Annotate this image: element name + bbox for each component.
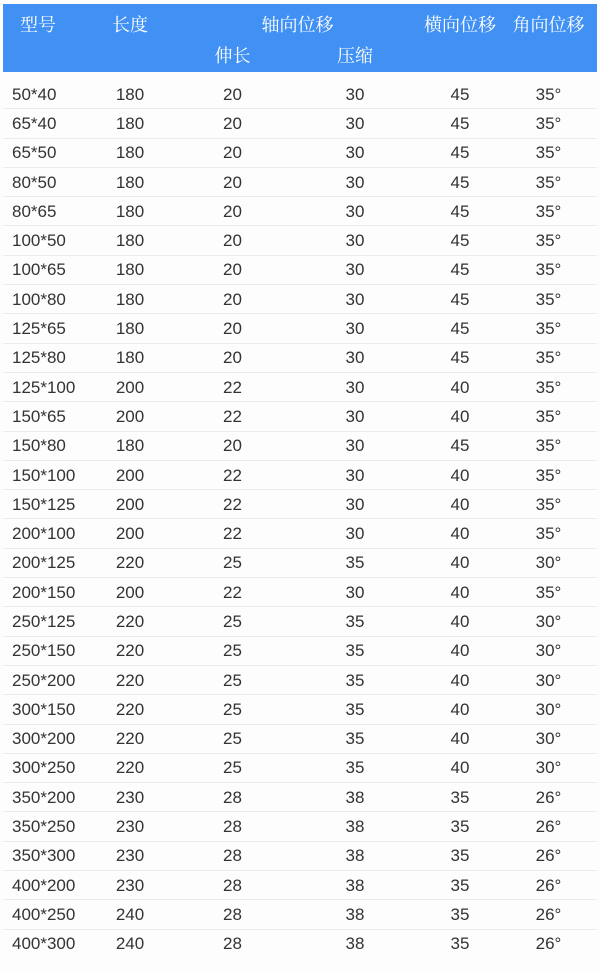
cell-compression: 30 <box>290 460 420 489</box>
cell-model: 80*50 <box>3 167 85 196</box>
cell-angular: 35° <box>500 138 597 167</box>
cell-elongation: 25 <box>175 724 290 753</box>
cell-length: 240 <box>85 929 175 958</box>
cell-length: 240 <box>85 900 175 929</box>
cell-lateral: 40 <box>420 548 500 577</box>
cell-lateral: 45 <box>420 138 500 167</box>
cell-lateral: 40 <box>420 665 500 694</box>
table-header <box>3 4 597 72</box>
cell-model: 100*50 <box>3 226 85 255</box>
cell-compression: 35 <box>290 695 420 724</box>
cell-lateral: 35 <box>420 841 500 870</box>
table-row <box>3 343 597 372</box>
table-row <box>3 109 597 138</box>
cell-compression: 30 <box>290 167 420 196</box>
cell-compression: 30 <box>290 578 420 607</box>
cell-compression: 38 <box>290 841 420 870</box>
cell-lateral: 35 <box>420 783 500 812</box>
cell-model: 250*150 <box>3 636 85 665</box>
cell-lateral: 40 <box>420 607 500 636</box>
table-row <box>3 900 597 929</box>
table-row <box>3 812 597 841</box>
cell-angular: 30° <box>500 548 597 577</box>
cell-lateral: 35 <box>420 871 500 900</box>
cell-angular: 35° <box>500 109 597 138</box>
cell-angular: 35° <box>500 226 597 255</box>
cell-elongation: 20 <box>175 255 290 284</box>
cell-compression: 30 <box>290 109 420 138</box>
cell-length: 220 <box>85 753 175 782</box>
cell-length: 200 <box>85 460 175 489</box>
cell-compression: 30 <box>290 226 420 255</box>
table-row <box>3 548 597 577</box>
cell-elongation: 20 <box>175 167 290 196</box>
cell-elongation: 25 <box>175 695 290 724</box>
cell-lateral: 45 <box>420 255 500 284</box>
cell-model: 125*65 <box>3 314 85 343</box>
cell-angular: 35° <box>500 460 597 489</box>
cell-lateral: 45 <box>420 314 500 343</box>
cell-angular: 35° <box>500 402 597 431</box>
cell-lateral: 45 <box>420 431 500 460</box>
cell-model: 250*125 <box>3 607 85 636</box>
cell-elongation: 25 <box>175 753 290 782</box>
cell-model: 150*80 <box>3 431 85 460</box>
cell-compression: 35 <box>290 665 420 694</box>
cell-length: 230 <box>85 841 175 870</box>
table-body <box>3 72 597 958</box>
cell-elongation: 22 <box>175 402 290 431</box>
table-row <box>3 255 597 284</box>
cell-length: 180 <box>85 431 175 460</box>
cell-length: 180 <box>85 343 175 372</box>
table-row <box>3 665 597 694</box>
header-cell-angular-displacement: 角向位移 <box>500 4 597 72</box>
cell-elongation: 20 <box>175 431 290 460</box>
cell-angular: 35° <box>500 490 597 519</box>
cell-compression: 35 <box>290 548 420 577</box>
cell-lateral: 40 <box>420 372 500 401</box>
cell-compression: 30 <box>290 519 420 548</box>
cell-length: 230 <box>85 783 175 812</box>
cell-model: 65*40 <box>3 109 85 138</box>
cell-model: 150*100 <box>3 460 85 489</box>
table-row <box>3 80 597 109</box>
cell-length: 230 <box>85 812 175 841</box>
cell-elongation: 20 <box>175 314 290 343</box>
cell-elongation: 28 <box>175 783 290 812</box>
cell-angular: 30° <box>500 753 597 782</box>
cell-model: 65*50 <box>3 138 85 167</box>
header-cell-elongation: 伸长 <box>175 42 290 72</box>
table-row <box>3 929 597 958</box>
header-cell-axial-displacement: 轴向位移 <box>175 4 420 42</box>
cell-compression: 35 <box>290 607 420 636</box>
cell-angular: 35° <box>500 343 597 372</box>
cell-length: 220 <box>85 665 175 694</box>
cell-model: 200*125 <box>3 548 85 577</box>
cell-compression: 30 <box>290 314 420 343</box>
cell-lateral: 40 <box>420 460 500 489</box>
cell-compression: 30 <box>290 402 420 431</box>
cell-elongation: 20 <box>175 285 290 314</box>
cell-angular: 35° <box>500 167 597 196</box>
cell-length: 220 <box>85 724 175 753</box>
table-row <box>3 871 597 900</box>
table-row <box>3 607 597 636</box>
cell-length: 180 <box>85 314 175 343</box>
cell-elongation: 28 <box>175 929 290 958</box>
cell-lateral: 40 <box>420 578 500 607</box>
cell-angular: 26° <box>500 871 597 900</box>
cell-length: 180 <box>85 109 175 138</box>
cell-elongation: 20 <box>175 109 290 138</box>
table-row <box>3 724 597 753</box>
cell-model: 125*80 <box>3 343 85 372</box>
cell-model: 400*300 <box>3 929 85 958</box>
cell-compression: 38 <box>290 812 420 841</box>
cell-model: 125*100 <box>3 372 85 401</box>
cell-lateral: 40 <box>420 490 500 519</box>
cell-length: 230 <box>85 871 175 900</box>
table-row <box>3 783 597 812</box>
displacement-spec-table <box>3 4 597 958</box>
cell-compression: 38 <box>290 871 420 900</box>
cell-model: 400*200 <box>3 871 85 900</box>
cell-angular: 35° <box>500 197 597 226</box>
cell-lateral: 45 <box>420 109 500 138</box>
cell-length: 220 <box>85 636 175 665</box>
cell-lateral: 35 <box>420 812 500 841</box>
cell-length: 180 <box>85 285 175 314</box>
cell-model: 50*40 <box>12 84 57 104</box>
cell-compression: 30 <box>290 285 420 314</box>
cell-model: 200*150 <box>3 578 85 607</box>
table-row <box>3 490 597 519</box>
cell-lateral: 40 <box>420 753 500 782</box>
cell-length: 180 <box>85 255 175 284</box>
cell-elongation: 25 <box>175 636 290 665</box>
cell-model: 400*250 <box>3 900 85 929</box>
cell-angular: 26° <box>500 783 597 812</box>
cell-elongation: 28 <box>175 900 290 929</box>
cell-elongation: 25 <box>175 607 290 636</box>
cell-length: 200 <box>85 578 175 607</box>
header-cell-lateral-displacement: 横向位移 <box>420 4 500 72</box>
cell-model: 100*65 <box>3 255 85 284</box>
cell-length: 220 <box>85 695 175 724</box>
cell-lateral: 35 <box>420 929 500 958</box>
table-row <box>3 841 597 870</box>
cell-compression: 30 <box>290 372 420 401</box>
header-row-primary <box>3 4 597 42</box>
cell-lateral: 40 <box>420 402 500 431</box>
cell-elongation: 20 <box>223 84 242 104</box>
cell-angular: 35° <box>500 519 597 548</box>
cell-compression: 35 <box>290 724 420 753</box>
cell-lateral: 45 <box>420 197 500 226</box>
cell-compression: 30 <box>290 255 420 284</box>
cell-compression: 30 <box>290 343 420 372</box>
cell-angular: 35° <box>500 431 597 460</box>
cell-compression: 38 <box>290 929 420 958</box>
cell-angular: 35° <box>500 255 597 284</box>
cell-angular: 26° <box>500 929 597 958</box>
cell-elongation: 20 <box>175 197 290 226</box>
cell-compression: 30 <box>345 84 365 104</box>
cell-compression: 30 <box>290 197 420 226</box>
cell-compression: 30 <box>290 490 420 519</box>
cell-angular: 30° <box>500 665 597 694</box>
header-cell-compression: 压缩 <box>290 42 420 72</box>
cell-angular: 30° <box>500 607 597 636</box>
cell-angular: 35° <box>500 578 597 607</box>
cell-length: 200 <box>85 372 175 401</box>
cell-length: 180 <box>85 197 175 226</box>
cell-lateral: 45 <box>420 167 500 196</box>
cell-compression: 30 <box>290 138 420 167</box>
cell-length: 200 <box>85 490 175 519</box>
cell-angular: 35° <box>500 314 597 343</box>
cell-model: 100*80 <box>3 285 85 314</box>
header-cell-model: 型号 <box>3 4 85 72</box>
table-row <box>3 402 597 431</box>
cell-elongation: 28 <box>175 871 290 900</box>
cell-elongation: 22 <box>175 460 290 489</box>
cell-angular: 26° <box>500 900 597 929</box>
cell-angular: 30° <box>500 695 597 724</box>
table-row <box>3 226 597 255</box>
cell-lateral: 45 <box>420 343 500 372</box>
table-row <box>3 636 597 665</box>
cell-model: 250*200 <box>3 665 85 694</box>
cell-elongation: 25 <box>175 548 290 577</box>
table-row <box>3 167 597 196</box>
cell-length: 180 <box>85 167 175 196</box>
cell-model: 150*65 <box>3 402 85 431</box>
table-row <box>3 285 597 314</box>
table-row <box>3 578 597 607</box>
cell-length: 180 <box>115 84 145 104</box>
cell-length: 220 <box>85 548 175 577</box>
cell-lateral: 35 <box>420 900 500 929</box>
table-row <box>3 314 597 343</box>
cell-compression: 38 <box>290 900 420 929</box>
cell-elongation: 28 <box>175 841 290 870</box>
cell-lateral: 40 <box>420 724 500 753</box>
cell-length: 180 <box>85 226 175 255</box>
cell-compression: 30 <box>290 431 420 460</box>
table-row <box>3 197 597 226</box>
cell-elongation: 20 <box>175 226 290 255</box>
cell-length: 200 <box>85 519 175 548</box>
table-row <box>3 753 597 782</box>
cell-compression: 35 <box>290 636 420 665</box>
header-cell-length: 长度 <box>85 4 175 72</box>
cell-model: 300*250 <box>3 753 85 782</box>
cell-elongation: 22 <box>175 490 290 519</box>
cell-lateral: 40 <box>420 519 500 548</box>
cell-angular: 26° <box>500 812 597 841</box>
cell-model: 300*150 <box>3 695 85 724</box>
table-row <box>3 138 597 167</box>
cell-lateral: 40 <box>420 695 500 724</box>
cell-model: 350*200 <box>3 783 85 812</box>
cell-model: 350*250 <box>3 812 85 841</box>
cell-lateral: 45 <box>420 226 500 255</box>
table-row <box>3 431 597 460</box>
cell-angular: 35° <box>500 372 597 401</box>
table-row <box>3 519 597 548</box>
cell-length: 220 <box>85 607 175 636</box>
cell-angular: 30° <box>500 636 597 665</box>
cell-lateral: 40 <box>420 636 500 665</box>
cell-elongation: 22 <box>175 372 290 401</box>
cell-angular: 30° <box>500 724 597 753</box>
cell-length: 200 <box>85 402 175 431</box>
cell-model: 300*200 <box>3 724 85 753</box>
cell-compression: 35 <box>290 753 420 782</box>
cell-angular: 35° <box>500 285 597 314</box>
cell-compression: 38 <box>290 783 420 812</box>
cell-model: 150*125 <box>3 490 85 519</box>
cell-angular: 35° <box>535 84 562 104</box>
cell-elongation: 25 <box>175 665 290 694</box>
cell-elongation: 28 <box>175 812 290 841</box>
cell-angular: 26° <box>500 841 597 870</box>
cell-lateral: 45 <box>450 84 470 104</box>
cell-elongation: 22 <box>175 578 290 607</box>
cell-model: 350*300 <box>3 841 85 870</box>
cell-elongation: 22 <box>175 519 290 548</box>
cell-length: 180 <box>85 138 175 167</box>
cell-elongation: 20 <box>175 138 290 167</box>
cell-model: 200*100 <box>3 519 85 548</box>
cell-model: 80*65 <box>3 197 85 226</box>
table-row <box>3 695 597 724</box>
table-row <box>3 460 597 489</box>
table-row <box>3 372 597 401</box>
cell-lateral: 45 <box>420 285 500 314</box>
cell-elongation: 20 <box>175 343 290 372</box>
